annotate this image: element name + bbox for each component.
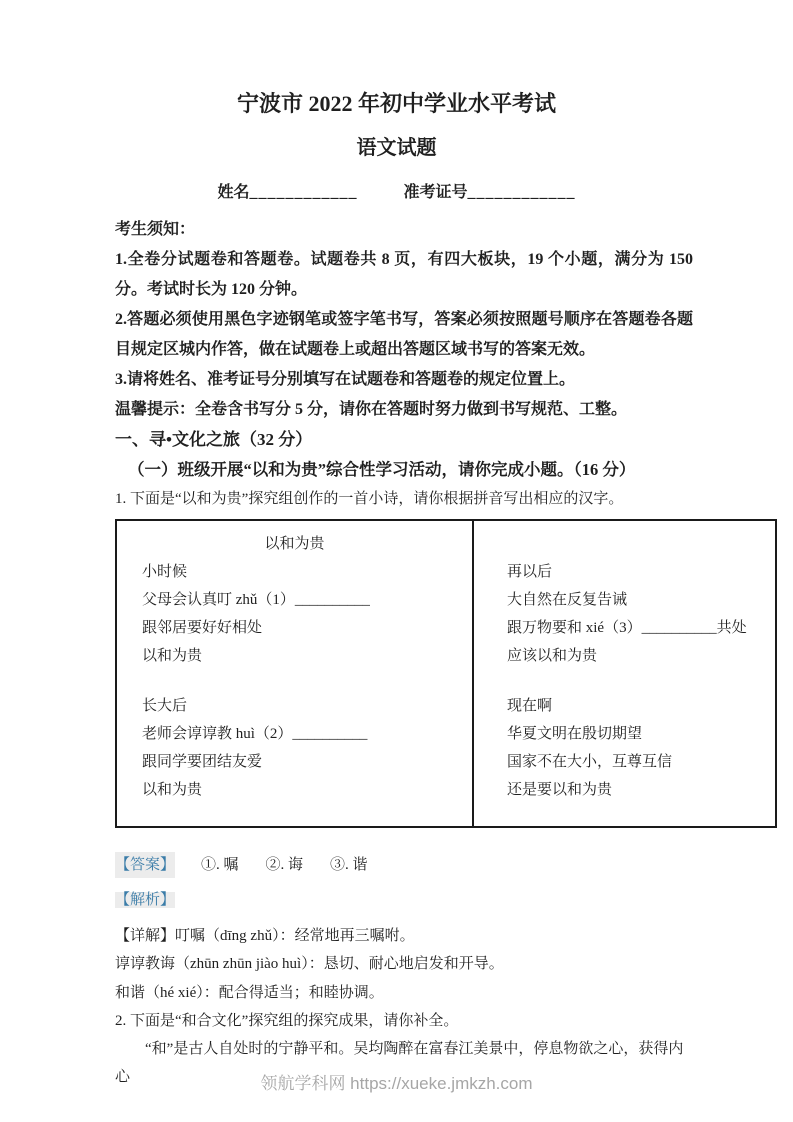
poem-line: 长大后 (142, 697, 188, 714)
poem-line: 跟邻居要好好相处 (142, 619, 263, 636)
poem-line: 以和为贵 (142, 647, 203, 664)
detail-explanation (115, 922, 693, 1008)
answer-items (201, 852, 368, 878)
poem-title: 以和为贵 (264, 535, 325, 552)
detail-text-1: 叮嘱（dīng zhǔ）：经常地再三嘱咐。 (175, 927, 415, 944)
notice-tip: 温馨提示：全卷含书写分 5 分，请你在答题时努力做到书写规范、工整。 (115, 400, 628, 418)
poem-line: 华夏文明在殷切期望 (507, 725, 643, 742)
poem-right-column (474, 521, 775, 826)
candidate-info-row (0, 179, 793, 202)
analysis-row (115, 887, 693, 913)
poem-line: 国家不在大小，互尊互信 (507, 753, 673, 770)
notice-item-2: 2.答题必须使用黑色字迹钢笔或签字笔书写，答案必须按照题号顺序在答题卷各题目规定区城内作答，做在试题卷上或超出答题区域书写的答案无效。 (115, 310, 693, 358)
ticket-blank: ____________ (467, 183, 576, 201)
subsection-one-title: （一）班级开展“以和为贵”综合性学习活动，请你完成小题。（16 分） (128, 459, 636, 479)
ticket-field (404, 179, 576, 202)
poem-line-blank-2: 老师会谆谆教 huì（2）__________ (142, 725, 368, 742)
question-2-prompt: 2. 下面是“和合文化”探究组的探究成果，请你补全。 (115, 1013, 459, 1029)
document-body (115, 215, 747, 1092)
question-1-prompt: 1. 下面是“以和为贵”探究组创作的一首小诗，请你根据拼音写出相应的汉字。 (115, 490, 624, 507)
answer-item-2: ②. 诲 (265, 856, 304, 873)
poem-spacer (507, 530, 769, 558)
exam-subject: 语文试题 (356, 136, 437, 159)
analysis-label: 【解析】 (115, 891, 176, 908)
poem-line: 再以后 (507, 563, 553, 580)
question-2-body: “和”是古人自处时的宁静平和。吴均陶醉在富春江美景中，停息物欲之心，获得内心 (115, 1041, 684, 1085)
detail-line-1 (115, 922, 693, 951)
poem-line: 以和为贵 (142, 781, 203, 798)
answer-label: 【答案】 (115, 852, 175, 878)
poem-line: 跟同学要团结友爱 (142, 753, 263, 770)
poem-stanza-1 (142, 558, 462, 670)
poem-line: 现在啊 (507, 697, 553, 714)
poem-line: 还是要以和为贵 (507, 781, 613, 798)
notice-item-1: 1.全卷分试题卷和答题卷。试题卷共 8 页，有四大板块，19 个小题，满分为 150 分。考试时长为 120 分钟。 (115, 250, 693, 298)
exam-title: 宁波市 2022 年初中学业水平考试 (236, 91, 556, 116)
poem-stanza-3 (507, 558, 769, 670)
watermark-text: 领航学科网 https://xueke.jmkzh.com (260, 1074, 533, 1093)
poem-stanza-4 (507, 692, 769, 804)
poem-left-column (117, 521, 474, 826)
name-blank: ____________ (249, 183, 358, 201)
name-label: 姓名 (217, 183, 250, 201)
answer-row (115, 852, 693, 878)
poem-line: 小时候 (142, 563, 188, 580)
detail-line-2: 谆谆教诲（zhūn zhūn jiào huì）：恳切、耐心地启发和开导。 (115, 956, 504, 972)
poem-line-blank-1: 父母会认真叮 zhǔ（1）__________ (142, 591, 370, 608)
poem-box (115, 519, 777, 828)
ticket-label: 准考证号 (403, 183, 468, 201)
detail-line-3: 和谐（hé xié）：配合得适当；和睦协调。 (115, 984, 384, 1001)
section-one-title: 一、寻•文化之旅（32 分） (115, 429, 313, 449)
poem-line-blank-3: 跟万物要和 xié（3）__________共处 (507, 619, 747, 636)
watermark-footer (0, 1069, 793, 1094)
poem-line: 大自然在反复告诫 (507, 591, 628, 608)
poem-stanza-2 (142, 692, 462, 804)
notice-heading: 考生须知： (115, 220, 196, 238)
detail-label: 【详解】 (115, 927, 176, 944)
name-field (217, 179, 357, 202)
notice-item-3: 3.请将姓名、准考证号分别填写在试题卷和答题卷的规定位置上。 (115, 370, 576, 388)
answer-item-1: ①. 嘱 (201, 856, 239, 873)
poem-line: 应该以和为贵 (507, 647, 598, 664)
answer-item-3: ③. 谐 (330, 856, 368, 873)
